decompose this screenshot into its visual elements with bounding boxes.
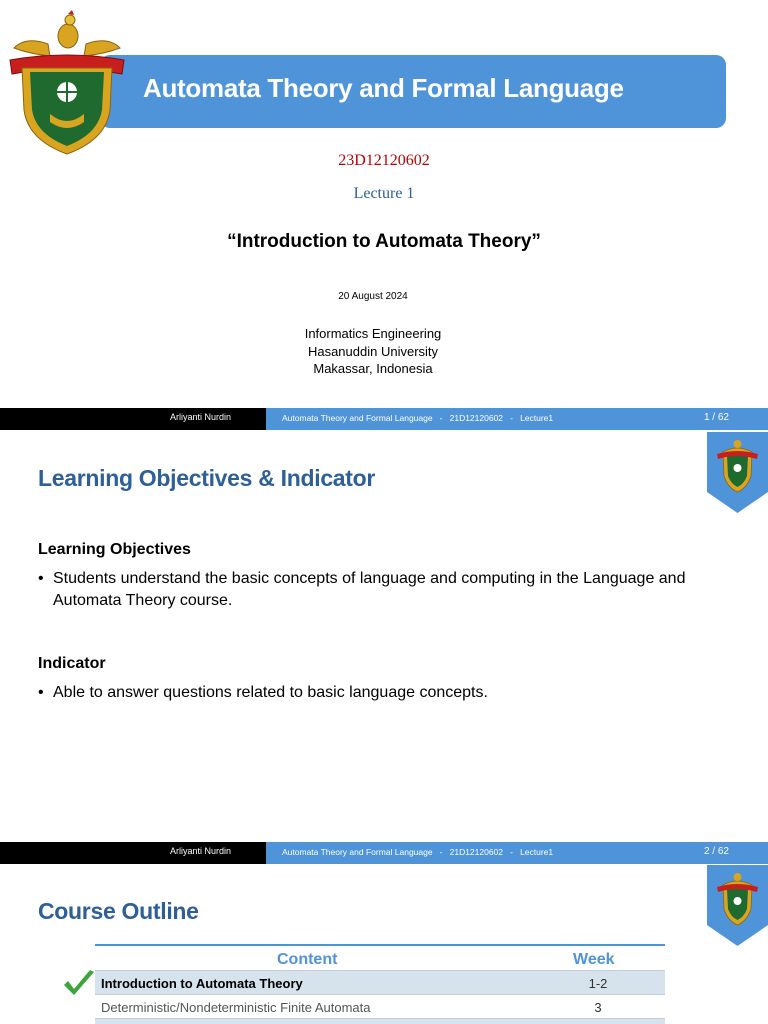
table-cell-week: 3: [594, 1000, 602, 1015]
slide-footer: [0, 408, 768, 430]
course-outline-table: [95, 944, 665, 1024]
footer-author-block: [0, 408, 266, 430]
footer-info-block: [266, 408, 768, 430]
learning-objectives-slide: [0, 432, 768, 842]
objectives-heading: Learning Objectives: [38, 541, 191, 558]
slide-footer: [0, 842, 768, 864]
affiliation-department: Informatics Engineering: [304, 326, 442, 341]
title-slide: [0, 0, 768, 408]
table-row: [95, 1018, 665, 1024]
table-header: [95, 946, 665, 970]
university-badge-icon: [707, 432, 768, 514]
slide-heading: Learning Objectives & Indicator: [38, 465, 376, 491]
slide-heading: Course Outline: [38, 898, 199, 924]
footer-author-block: [0, 842, 266, 864]
footer-course-info: Automata Theory and Formal Language - 21D12120602 - Lecture1: [282, 413, 554, 423]
affiliation-location: Makassar, Indonesia: [313, 361, 433, 376]
indicator-bullet: • Able to answer questions related to basic language concepts.: [38, 684, 488, 701]
affiliation-university: Hasanuddin University: [307, 344, 439, 359]
footer-author: Arliyanti Nurdin: [170, 846, 232, 856]
lecture-date: 20 August 2024: [338, 291, 408, 302]
table-row: [95, 970, 665, 994]
lecture-title: “Introduction to Automata Theory”: [227, 231, 541, 252]
table-cell-content: Introduction to Automata Theory: [101, 976, 303, 991]
course-title: Automata Theory and Formal Language: [143, 73, 624, 103]
course-outline-slide: [0, 865, 768, 1024]
table-cell-week: 1-2: [588, 976, 608, 991]
course-code: 23D12120602: [338, 152, 430, 169]
objectives-bullet: • Students understand the basic concepts of language and computing in the Language and Automata Theory course.: [38, 570, 686, 609]
university-badge-icon: [707, 865, 768, 947]
footer-course-info: Automata Theory and Formal Language - 21D12120602 - Lecture1: [282, 847, 554, 857]
green-check-icon: [62, 969, 96, 999]
footer-info-block: [266, 842, 768, 864]
lecture-number: Lecture 1: [353, 185, 415, 202]
column-header-content: Content: [277, 951, 338, 968]
indicator-heading: Indicator: [38, 655, 106, 672]
page-number: 2 / 62: [703, 846, 729, 857]
title-banner: [100, 55, 726, 128]
footer-author: Arliyanti Nurdin: [170, 412, 232, 422]
column-header-week: Week: [573, 951, 615, 968]
page-number: 1 / 62: [703, 412, 729, 423]
table-cell-content: Deterministic/Nondeterministic Finite Automata: [101, 1000, 371, 1015]
hasanuddin-university-emblem-icon: [6, 10, 128, 156]
table-row: [95, 994, 665, 1018]
